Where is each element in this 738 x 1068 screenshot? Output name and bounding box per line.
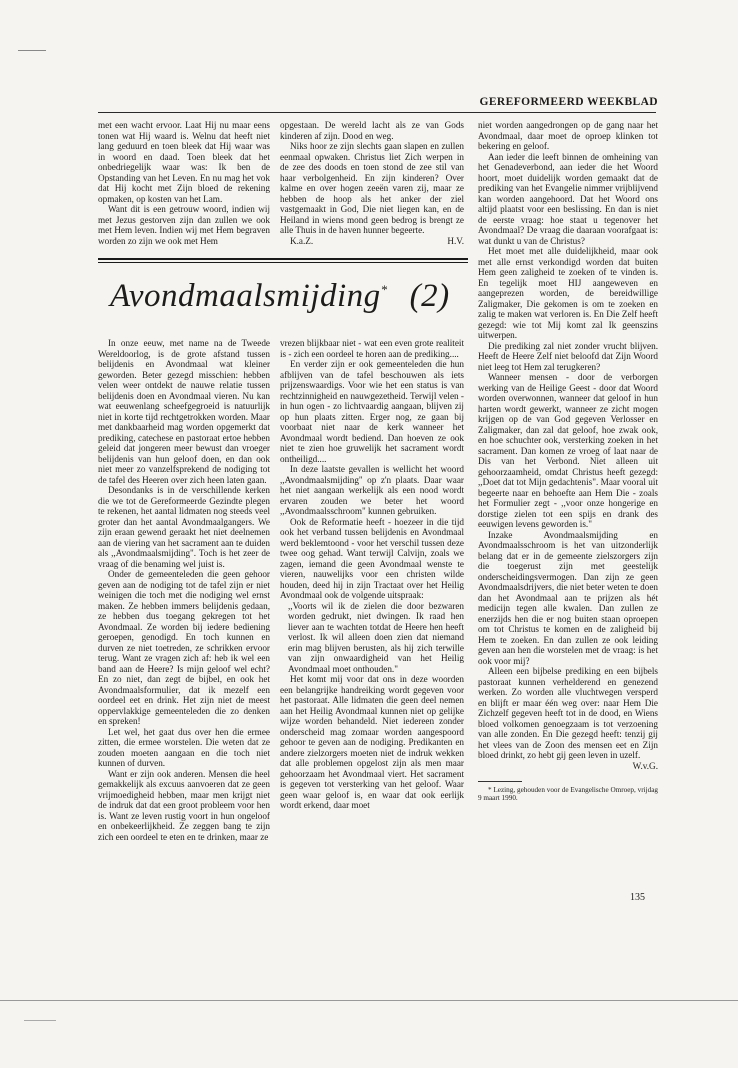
- section-divider: [98, 258, 468, 260]
- signature-right: H.V.: [447, 235, 464, 246]
- paragraph: Inzake Avondmaalsmijding en Avondmaalsschroom is het van uitzonderlijk belang dat er in de gemeente zielszorgers zijn die toegerust zijn met geestelijk onderscheidingsvermogen. Dan zijn ze geen Avondmaalsdrijvers, die niet beter weten te doen dan het Avondmaal aan te prijzen als hét medicijn tegen alle kwalen. Dan zullen ze enerzijds hen die er nog buiten staan oproepen om tot Christus te komen en de zaligheid bij Hem te zoeken. En dan zullen ze ook leiding geven aan hen die worstelen met de vraag: is het ook voor mij?: [478, 529, 658, 666]
- article-column-3-top: [478, 120, 658, 803]
- paragraph: Want er zijn ook anderen. Mensen die heel gemakkelijk als excuus aanvoeren dat ze geen vrijmoedigheid hebben, maar men krijgt niet de indruk dat dat een groot probleem voor hen is. Want ze leven rustig voort in hun ongeloof en onbekeerlijkheid. Ze zeggen bang te zijn zich een oordeel te eten en te drinken, maar ze: [98, 768, 270, 842]
- header-rule: [98, 112, 656, 113]
- paragraph: Onder de gemeenteleden die geen gehoor geven aan de nodiging tot de tafel zijn er niet weinigen die toch met die nodiging wel ernst maken. Ze hebben immers belijdenis gedaan, ze hebben dus toegang gekregen tot het Avondmaal. Ze worden bij iedere bediening geroepen, genodigd. En toch kunnen en durven ze niet toetreden, ze schrikken ervoor terug. Want ze vragen zich af: heb ik wel een band aan de Heere? Is mijn geloof wel echt? En zo niet, dan zegt de bijbel, en ook het Avondmaalsformulier, dat ik mezelf een oordeel eet en drink. Het zijn niet de meest oppervlakkige gemeenteleden die zo denken en spreken!: [98, 569, 270, 726]
- paragraph: In onze eeuw, met name na de Tweede Wereldoorlog, is de grote afstand tussen belijdenis en Avondmaal wat kleiner geworden. Beter gezegd misschien: hebben velen weer ontdekt de nauwe relatie tussen belijdenis doen en Avondmaal vieren. Nu kan wat eeuwenlang scheefgegroeid is natuurlijk niet in korte tijd rechtgetrokken worden. Maar met dankbaarheid mag worden opgemerkt dat prediking, catechese en pastoraat ertoe hebben geleid dat jongeren meer bewust dan vroeger belijdenis van hun geloof doen, en dan ook niet meer zo vanzelfsprekend de nodiging tot de tafel des Heeren over zich heen laten gaan.: [98, 338, 270, 485]
- section-divider-thin: [98, 262, 468, 263]
- footnote-marker: *: [380, 282, 388, 297]
- paragraph: niet worden aangedrongen op de gang naar het Avondmaal, daar moet de oproep klinken tot bekering en geloof.: [478, 120, 658, 151]
- paragraph: Het moet met alle duidelijkheid, maar ook met alle ernst verkondigd worden dat buiten Hem geen zaligheid te zoeken of te vinden is. En tegelijk moet HIJ aangeweven en aangeprezen worden, de bereidwillige Zaligmaker, Die gekomen is om te zoeken en zalig te maken wat verloren is. En Die Zelf heeft gezegd: wie tot Mij komt zal Ik geenszins uitwerpen.: [478, 246, 658, 340]
- page-number: 135: [630, 892, 645, 903]
- article-title: [110, 278, 470, 315]
- article-part-number: (2): [409, 278, 450, 314]
- paragraph: Niks hoor ze zijn slechts gaan slapen en zullen eenmaal opwaken. Christus liet Zich werpen in de zee des doods en toen stond de zee stil van haar verbolgenheid. En zijn kinderen? Over kalme en over hogen zeeën varen zij, maar ze hebben de hoop als het anker der ziel vastgemaakt in God, Die niet liegen kan, en de Heiland in wiens mond geen bedrog is brengt ze alle Thuis in de haven hunner begeerte.: [280, 141, 464, 235]
- paragraph: In deze laatste gevallen is wellicht het woord ,,Avondmaalsmijding" op z'n plaats. Daar waar het niet aangaan werkelijk als een nood wordt ervaren zouden we beter het woord ,,Avondmaalsschroom" kunnen gebruiken.: [280, 464, 464, 516]
- paragraph: Wanneer mensen - door de verborgen werking van de Heilige Geest - door dat Woord worden overwonnen, wanneer dat geloof in hun harten wordt gewerkt, wanneer ze zicht mogen krijgen op de van God gegeven Verlosser en Zaligmaker, dan zal dat geloof, hoe zwak ook, en hoe schuchter ook, versterking zoeken in het sacrament. Dan komen ze vroeg of laat naar de Dis van het Verbond. Niet alleen uit gehoorzaamheid, omdat Christus heeft gezegd: ,,Doet dat tot Mijn gedachtenis". Maar vooral uit begeerte naar en behoefte aan Hem Die - zoals het Formulier zegt - ,,voor onze hongerige en dorstige zielen tot een spijs en drank des eeuwigen levens geworden is.": [478, 372, 658, 529]
- article-signature: W.v.G.: [632, 760, 658, 771]
- scan-bottom-mark: [24, 1020, 56, 1021]
- article-title-text: Avondmaalsmijding: [110, 278, 381, 314]
- footnote: * Lezing, gehouden voor de Evangelische Omroep, vrijdag 9 maart 1990.: [478, 786, 658, 803]
- top-article-signatures: [280, 236, 464, 247]
- paragraph: Die prediking zal niet zonder vrucht blijven. Heeft de Heere Zelf niet beloofd dat Zijn Woord niet leeg tot Hem zal terugkeren?: [478, 340, 658, 372]
- scan-margin-mark: [18, 50, 46, 51]
- top-article-column-2: [280, 120, 464, 246]
- paragraph: Want dit is een getrouw woord, indien wij met Jezus gestorven zijn dan zullen we ook met Hem leven. Indien wij met Hem begraven worden zo zijn we ook met Hem: [98, 204, 270, 246]
- article-column-1: [98, 338, 270, 842]
- top-article-column-1: [98, 120, 270, 246]
- calvin-quote: ,,Voorts wil ik de zielen die door bezwaren worden gedrukt, niet dwingen. Ik raad hen liever aan te wachten totdat de Heere hen heeft verlost. Ik wil alleen doen zien dat niemand erin mag blijven berusten, als hij zich terwille van zijn onwaardigheid van het Heilig Avondmaal moet onthouden.": [288, 600, 464, 674]
- paragraph: Het komt mij voor dat ons in deze woorden een belangrijke handreiking wordt gegeven voor het pastoraat. Alle lidmaten die geen deel nemen aan het Heilig Avondmaal kunnen niet op gelijke wijze worden behandeld. Niet iedereen zonder onderscheid mag zomaar worden aangespoord gehoor te geven aan de nodiging. Predikanten en andere zielzorgers moeten niet de indruk wekken dat alle problemen opgelost zijn als men maar gehoorzaam het Avondmaal viert. Het sacrament is gegeven tot versterking van het geloof. Waar geen waar geloof is, en waar dat ook eerlijk wordt erkend, daar moet: [280, 674, 464, 810]
- paragraph: Alleen een bijbelse prediking en een bijbels pastoraat kunnen verhelderend en genezend werken. Zo worden alle vluchtwegen versperd en blijft er maar één weg over: naar Hem Die Zichzelf gegeven heeft tot in de dood, en Wiens bloed volkomen genoegzaam is tot verzoening van alle zonden. En Die gezegd heeft: tenzij gij het vlees van de Zoon des mensen eet en Zijn bloed drinkt, zo hebt gij geen leven in uzelf.: [478, 666, 658, 760]
- paragraph: Desondanks is in de verschillende kerken die we tot de Gereformeerde Gezindte plegen te rekenen, het aantal lidmaten nog steeds veel groter dan het aantal Avondmaalgangers. We zijn eraan gewend geraakt het niet deelnemen aan de viering van het sacrament aan te duiden als ,,Avondmaalsmijding". Toch is het zeer de vraag of die benaming wel juist is.: [98, 485, 270, 569]
- paragraph: vrezen blijkbaar niet - wat een even grote realiteit is - zich een oordeel te horen aan de prediking....: [280, 338, 464, 359]
- paragraph: En verder zijn er ook gemeenteleden die hun afblijven van de tafel beschouwen als iets prijzenswaardigs. Voor wie het een status is van rechtzinnigheid en nauwgezetheid. Terwijl velen - in hun ogen - zo lichtvaardig aangaan, blijven zij op hun plaats zitten. Erger nog, ze gaan bij voorbaat niet naar de kerk wanneer het Avondmaal wordt bediend. Dan hoeven ze ook niet te zien hoe gruwelijk het sacrament wordt ontheiligd....: [280, 359, 464, 464]
- paragraph: Ook de Reformatie heeft - hoezeer in die tijd ook het verband tussen belijdenis en Avondmaal werd beklemtoond - voor het verschil tussen deze twee oog gehad. Want terwijl Calvijn, zoals we zagen, iemand die geen Avondmaal wenste te vieren, nauwelijks voor een christen wilde houden, deed hij in zijn Tractaat over het Heilig Avondmaal ook de volgende uitspraak:: [280, 516, 464, 600]
- paragraph: opgestaan. De wereld lacht als ze van Gods kinderen af zijn. Dood en weg.: [280, 120, 464, 141]
- signature-left: K.a.Z.: [290, 235, 314, 246]
- scan-bottom-edge: [0, 1000, 738, 1001]
- footnote-rule: [478, 781, 522, 782]
- article-column-2: [280, 338, 464, 811]
- paragraph: Let wel, het gaat dus over hen die ermee zitten, die ermee worstelen. Die weten dat ze zouden moeten aangaan en die toch niet kunnen of durven.: [98, 726, 270, 768]
- paragraph: met een wacht ervoor. Laat Hij nu maar eens tonen wat Hij waard is. Welnu dat heeft niet lang geduurd en toen bleek dat Hij waar was in woord en daad. Toen bleek dat het onbedriegelijk waar was: Ik ben de Opstanding van het Leven. En nu mag het vok dat Hij kocht met Zijn bloed de rekening opmaken, op kosten van het Lam.: [98, 120, 270, 204]
- publication-header: GEREFORMEERD WEEKBLAD: [479, 96, 658, 108]
- paragraph: Aan ieder die leeft binnen de omheining van het Genadeverbond, aan ieder die het Woord hoort, moet duidelijk worden gemaakt dat de prediking van het Evangelie nimmer vrijblijvend kan worden aangehoord. Dat het Woord ons altijd plaatst voor een beslissing. En dan is niet de eerste vraag: hoe staat u tegenover het Avondmaal? De vraag die daaraan voorafgaat is: wat dunkt u van de Christus?: [478, 151, 658, 246]
